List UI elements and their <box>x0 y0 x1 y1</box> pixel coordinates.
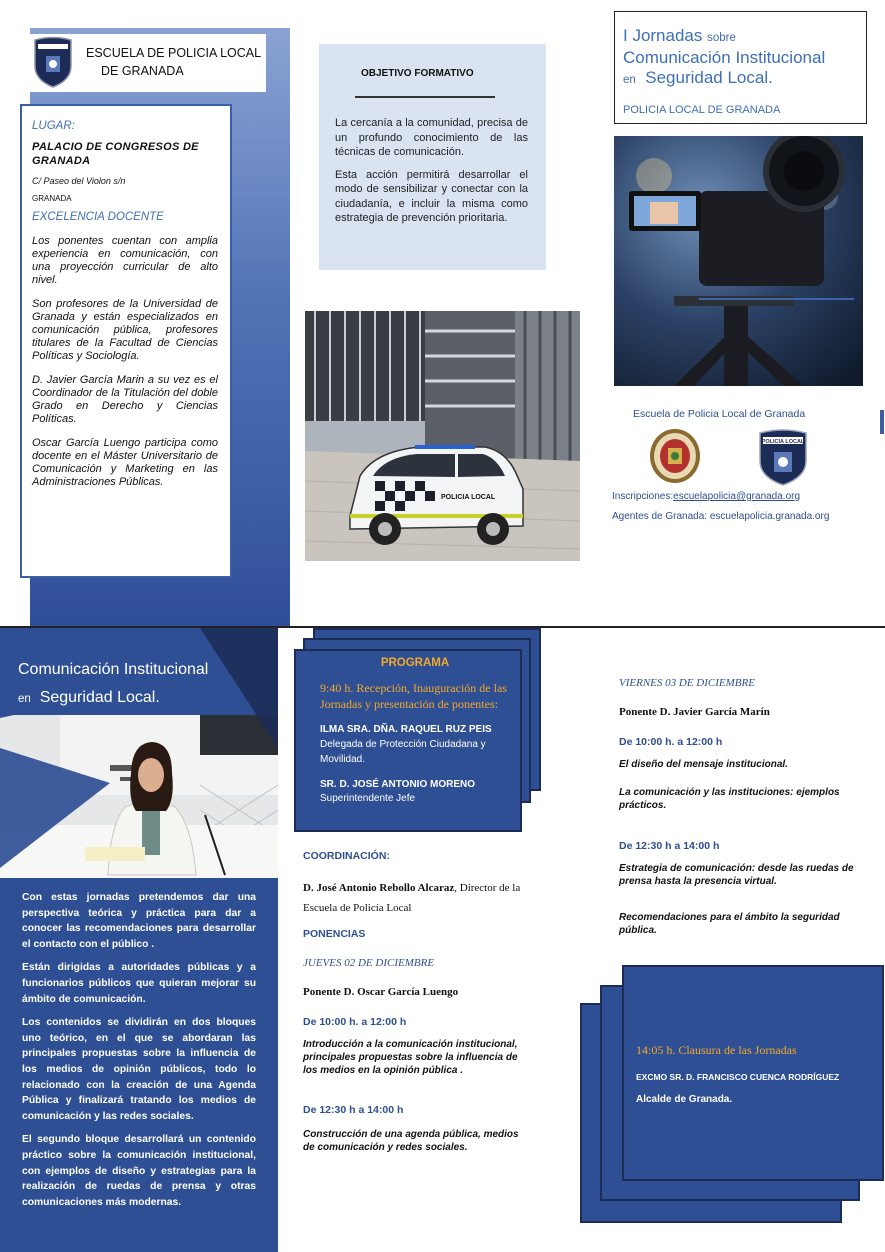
agentes-url[interactable]: escuelapolicia.granada.org <box>709 511 830 522</box>
viernes-slot1: De 10:00 h. a 12:00 h <box>619 736 723 748</box>
objective-title: OBJETIVO FORMATIVO <box>361 68 474 79</box>
inscripciones-label: Inscripciones: <box>612 491 674 502</box>
card-paragraph: D. Javier García Marin a su vez es el Coordinador de la Titulación del doble Grado en Derecho y Ciencias Políticas. <box>32 374 218 425</box>
title-subtitle: POLICIA LOCAL DE GRANADA <box>623 104 781 116</box>
excelencia-label: EXCELENCIA DOCENTE <box>32 211 164 223</box>
right-school-name: Escuela de Policia Local de Granada <box>633 408 806 420</box>
program-speaker2-role: Superintendente Jefe <box>320 793 416 804</box>
title-line3-a: en <box>623 74 636 86</box>
closing-speaker-name: EXCMO SR. D. FRANCISCO CUENCA RODRÍGUEZ <box>636 1072 840 1082</box>
program-speaker2-name: SR. D. JOSÉ ANTONIO MORENO <box>320 779 476 790</box>
card-paragraph: Oscar García Luengo participa como docente en el Máster Universitario de Comunicación y Marketing en las Administraciones Públicas. <box>32 437 218 488</box>
program-box <box>294 649 522 832</box>
police-badge-icon <box>32 36 74 88</box>
intro-paragraph: Los contenidos se dividirán en dos bloques uno teórico, en el que se abordaran las principales propuestas sobre la influencia de los medios de opinión públicos, todo lo relacionado con la creación de una Agenda Pública y finalizará tratando los medios de comunicación y las redes sociales. <box>22 1017 256 1122</box>
camera-photo <box>614 136 863 386</box>
coordinacion-label: COORDINACIÓN: <box>303 850 390 862</box>
school-name-line2: DE GRANADA <box>101 64 184 78</box>
car-police-text: POLICIA LOCAL <box>441 494 496 501</box>
title-line1-b: sobre <box>707 32 736 44</box>
program-speaker1-name: ILMA SRA. DÑA. RAQUEL RUZ PEIS <box>320 724 492 735</box>
title-line3-b: Seguridad Local. <box>645 68 773 87</box>
inscripciones-email-link[interactable]: escuelapolicia@granada.org <box>673 491 801 502</box>
jueves-slot2: De 12:30 h a 14:00 h <box>303 1104 404 1116</box>
closing-box <box>622 965 884 1181</box>
venue-city: GRANADA <box>32 194 72 203</box>
intro-paragraph: Están dirigidas a autoridades públicas y a funcionarios públicos que quieran mejorar su ámbito de comunicación. <box>22 962 256 1005</box>
title-line2: Comunicación Institucional <box>623 48 826 67</box>
badge-label: POLICIA LOCAL <box>761 439 805 445</box>
jueves-talk1: Introducción a la comunicación institucional, principales propuestas sobre la influencia de los medios en la opinión pública . <box>303 1039 518 1076</box>
police-car-photo <box>305 311 580 561</box>
school-name-line1: ESCUELA DE POLICIA LOCAL <box>86 46 262 60</box>
viernes-talk4: Recomendaciones para el ámbito la seguridad pública. <box>619 912 840 936</box>
intro-text <box>22 890 256 1218</box>
coordinacion-name: D. José Antonio Rebollo Alcaraz <box>303 882 455 894</box>
hero-title <box>18 656 208 713</box>
event-title-box <box>614 11 867 124</box>
intro-paragraph: El segundo bloque desarrollará un contenido práctico sobre la comunicación institucional, con ejemplos de diseño y estrategias para la realización de ruedas de prensa y otras comunicaciones más modernas. <box>22 1134 256 1208</box>
program-opening-time: 9:40 h. Recepción, Inauguración de las Jornadas y presentación de ponentes: <box>320 681 507 711</box>
viernes-talk1: El diseño del mensaje institucional. <box>619 759 788 770</box>
hero-title-line2-b: Seguridad Local. <box>39 689 160 706</box>
viernes-day: VIERNES 03 DE DICIEMBRE <box>619 677 755 689</box>
objective-paragraph: Esta acción permitirá desarrollar el modo de sensibilizar y conectar con la ciudadanía, e incluir la misma como estrategia de prevención prioritaria. <box>335 168 528 224</box>
jueves-talk2: Construcción de una agenda pública, medios de comunicación y redes sociales. <box>303 1129 519 1153</box>
card-paragraph: Los ponentes cuentan con amplia experiencia en comunicación, con una proyección curricular de alto nivel. <box>32 235 218 286</box>
viernes-talk2: La comunicación y las instituciones: ejemplos prácticos. <box>619 787 840 811</box>
venue-name: PALACIO DE CONGRESOS DE GRANADA <box>32 141 199 167</box>
program-title: PROGRAMA <box>380 657 450 669</box>
card-paragraph: Son profesores de la Universidad de Granada y están especializados en comunicación pública, profesores titulares de la Facultad de Ciencias Políticas y Sociología. <box>32 298 218 362</box>
venue-street: C/ Paseo del Violon s/n <box>32 176 126 186</box>
objective-divider <box>355 96 495 98</box>
jueves-day: JUEVES 02 DE DICIEMBRE <box>303 957 435 969</box>
viernes-talk3: Estrategia de comunicación: desde las ruedas de prensa hasta la presencia virtual. <box>619 863 854 887</box>
viernes-ponente: Ponente D. Javier García Marín <box>619 706 770 718</box>
police-badge-icon <box>757 428 809 486</box>
hero-title-line2-a: en <box>18 693 31 705</box>
closing-speaker-role: Alcalde de Granada. <box>636 1094 733 1105</box>
jueves-ponente: Ponente D. Oscar García Luengo <box>303 986 459 998</box>
viernes-slot2: De 12:30 h a 14:00 h <box>619 840 720 852</box>
title-line1-a: I Jornadas <box>623 26 703 45</box>
info-card <box>20 104 232 578</box>
closing-time: 14:05 h. Clausura de las Jornadas <box>636 1043 797 1057</box>
coordinacion-text <box>303 878 533 918</box>
edge-marker <box>880 410 884 434</box>
granada-seal-icon <box>649 428 701 484</box>
agentes-label: Agentes de Granada: <box>612 511 708 522</box>
intro-paragraph: Con estas jornadas pretendemos dar una perspectiva teórica y práctica para dar a conocer las recomendaciones para desarrollar el contacto con el público . <box>22 892 256 950</box>
coordinacion-rest: , Director de la Escuela de Policía Local <box>303 882 521 914</box>
jueves-slot1: De 10:00 h. a 12:00 h <box>303 1016 407 1028</box>
lugar-label: LUGAR: <box>32 120 75 132</box>
objective-box <box>319 44 546 270</box>
ponencias-label: PONENCIAS <box>303 928 366 940</box>
agentes-line <box>612 511 829 522</box>
program-speaker1-role: Delegada de Protección Ciudadana y Movilidad. <box>320 739 486 765</box>
objective-paragraph: La cercanía a la comunidad, precisa de un profundo conocimiento de las técnicas de comunicación. <box>335 117 528 158</box>
inscripciones-line <box>612 491 800 502</box>
hero-title-line1: Comunicación Institucional <box>18 661 209 678</box>
